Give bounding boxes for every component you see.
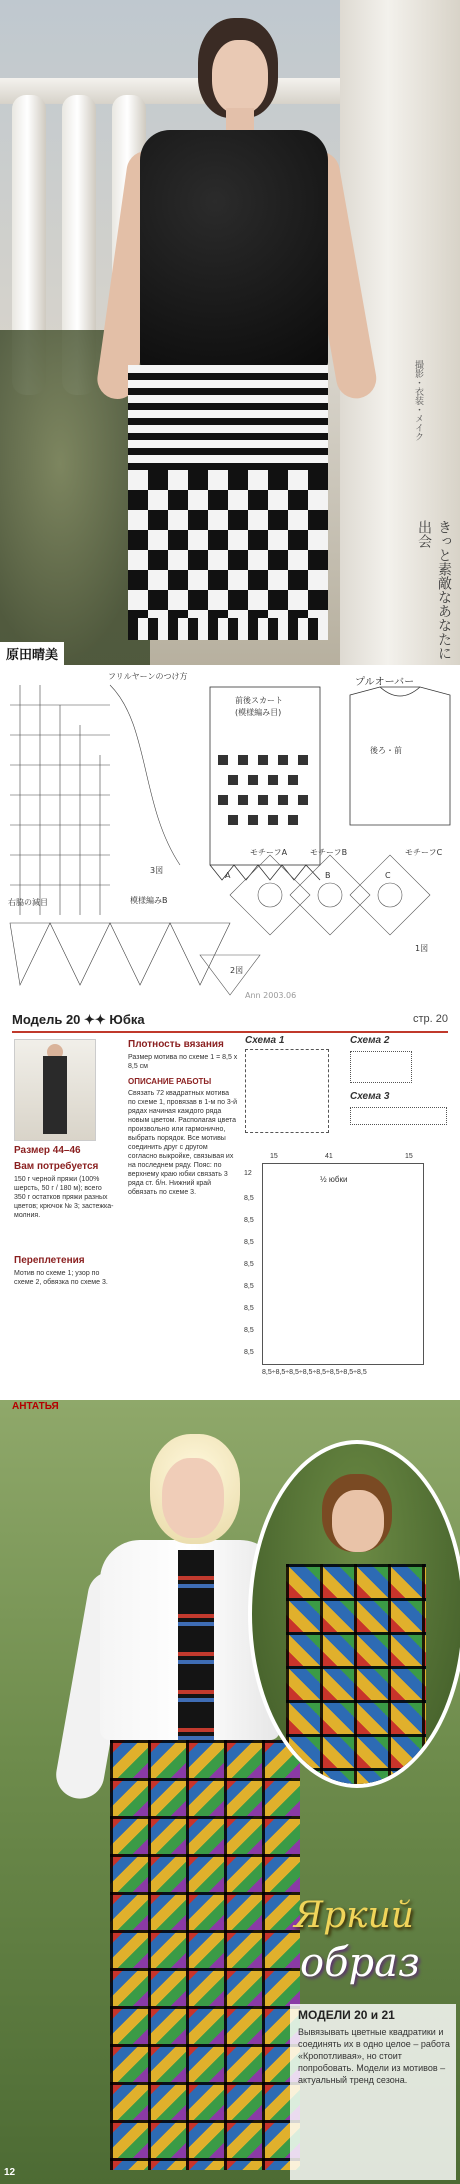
- model-face: [212, 40, 268, 114]
- dim-side: 8,5: [244, 1283, 254, 1290]
- description-heading: ОПИСАНИЕ РАБОТЫ: [128, 1077, 212, 1086]
- instructions-page: [0, 1005, 460, 1400]
- description-text: Связать 72 квадратных мотива по схеме 1, провязав в 1-м по 3-й рядах начиная каждого ряда новым цветом. Располагая цвета произвольно или гармонично, выбрать порядок. Все мотивы соединить друг с другом согласно выкройке, связывая их на последнем ряду. Пояс: по верхнему краю юбки связать 3 ряда ст. б/н. Нижний край обвязать по схеме 3.: [128, 1090, 238, 1196]
- models-info-box: [290, 2004, 456, 2180]
- schema-1-box: [245, 1049, 329, 1133]
- dim-side: 8,5: [244, 1327, 254, 1334]
- magazine-brand: АНТАТЬЯ: [12, 1401, 59, 1412]
- page-title: Модель 20 ✦✦ Юбка: [12, 1012, 145, 1027]
- label-pattern-b: 模様編みB: [130, 896, 168, 905]
- join-heading: Переплетения: [14, 1255, 85, 1266]
- photo-caption: きっと素敵なあなたに出会: [416, 520, 452, 660]
- join-text: Мотив по схеме 1; узор по схеме 2, обвязка по схеме 3.: [14, 1270, 108, 1286]
- dim-side: 8,5: [244, 1349, 254, 1356]
- dim-bottom: 8,5÷8,5÷8,5÷8,5÷8,5÷8,5÷8,5÷8,5: [262, 1369, 367, 1376]
- label-row3: 3図: [150, 866, 164, 875]
- gauge-text: Размер мотива по схеме 1 = 8,5 х 8,5 см: [128, 1054, 238, 1070]
- schema-2-title: Схема 2: [350, 1035, 390, 1046]
- models-text: Вывязывать цветные квадратики и соединять их в одно целое – работа «Кропотливая», но стоит попробовать. Модели из мотивов – актуальный тренд сезона.: [298, 2027, 450, 2085]
- gauge-heading: Плотность вязания: [128, 1039, 224, 1050]
- page-header: [12, 1011, 448, 1033]
- dim-side: 8,5: [244, 1239, 254, 1246]
- page-reference: стр. 20: [412, 1013, 448, 1025]
- label-motif: (模様編み目): [235, 708, 282, 717]
- model-photo-1: [0, 0, 460, 665]
- granny-square-skirt: [110, 1740, 300, 2170]
- photo-credit: 撮影・衣装・メイク: [414, 360, 424, 441]
- letter-b: B: [325, 871, 331, 880]
- skirt-pattern-outline: [262, 1163, 424, 1365]
- page-number: 12: [4, 2167, 16, 2178]
- label-motif-b: モチーフB: [310, 848, 348, 857]
- schema-1-title: Схема 1: [245, 1035, 285, 1046]
- label-waist-note: 右脇の減目: [8, 898, 48, 907]
- model-thumbnail: [14, 1039, 96, 1141]
- inset-photo-circle: [248, 1440, 460, 1788]
- pattern-label: ½ юбки: [320, 1175, 348, 1184]
- label-motif-a: モチーフA: [250, 848, 288, 857]
- inset-face: [332, 1490, 384, 1552]
- dim-side: 8,5: [244, 1217, 254, 1224]
- label-back-front: 後ろ・前: [370, 746, 402, 755]
- materials-heading: Вам потребуется: [14, 1161, 99, 1172]
- letter-a: A: [225, 871, 231, 880]
- dim-top-middle: 41: [325, 1153, 333, 1160]
- crochet-diagram-japanese: [0, 665, 460, 1005]
- label-pullover: プルオーバー: [355, 677, 415, 688]
- label-front-skirt: 前後スカート: [235, 696, 283, 705]
- dim-side: 12: [244, 1170, 252, 1177]
- skirt-hem: [128, 618, 328, 640]
- striped-skirt-band: [128, 365, 328, 475]
- feature-title-line1: Яркий: [294, 1895, 414, 1936]
- schema-3-box: [350, 1107, 447, 1125]
- dim-side: 8,5: [244, 1195, 254, 1202]
- feature-title-line2: образ: [300, 1940, 420, 1986]
- label-frill: フリルヤーンのつけ方: [108, 672, 188, 681]
- dim-top-right: 15: [405, 1153, 413, 1160]
- source-code: Ann 2003.06: [245, 991, 297, 1000]
- model-name: 原田晴美: [0, 642, 64, 665]
- model-face: [162, 1458, 224, 1538]
- materials-text: 150 г черной пряжи (100% шерсть, 50 г / 180 м); всего 350 г остатков пряжи разных цветов; крючок № 3; застежка-молния.: [14, 1176, 114, 1219]
- letter-c: C: [385, 871, 391, 880]
- label-motif-c: モチーフC: [405, 848, 443, 857]
- diagram-graphics: [0, 665, 460, 1005]
- black-knit-top: [140, 130, 328, 370]
- model-photo-2: [0, 1400, 460, 2184]
- models-title: МОДЕЛИ 20 и 21: [298, 2008, 395, 2022]
- label-fig1: 1図: [415, 944, 429, 953]
- dim-side: 8,5: [244, 1305, 254, 1312]
- thumb-body: [43, 1056, 67, 1134]
- schema-3-title: Схема 3: [350, 1091, 390, 1102]
- size-heading: Размер 44–46: [14, 1145, 81, 1156]
- dim-top-left: 15: [270, 1153, 278, 1160]
- schema-2-box: [350, 1051, 412, 1083]
- label-fig2: 2図: [230, 966, 244, 975]
- granny-square-vest: [286, 1564, 426, 1784]
- dim-side: 8,5: [244, 1261, 254, 1268]
- diamond-pattern-skirt: [128, 470, 328, 620]
